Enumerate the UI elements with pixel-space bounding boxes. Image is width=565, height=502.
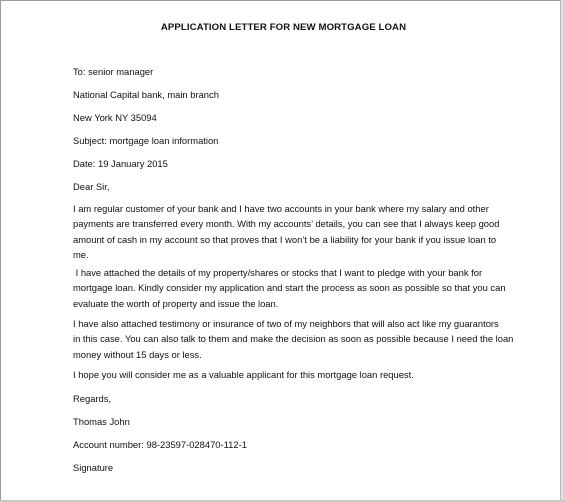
account-number: Account number: 98-23597-028470-112-1 <box>73 439 247 450</box>
recipient-line: To: senior manager <box>73 66 154 77</box>
paragraph-4: I hope you will consider me as a valuable applicant for this mortgage loan request. <box>73 369 414 380</box>
paragraph-3-line: money without 15 days or less. <box>73 348 202 360</box>
paragraph-1 <box>73 201 503 263</box>
paragraph-2-line: I have attached the details of my property/shares or stocks that I want to pledge with your bank for <box>73 267 483 278</box>
paragraph-3-line: in this case. You can also talk to them and make the decision as soon as possible because I need the loan <box>73 333 514 345</box>
sender-name: Thomas John <box>73 416 130 427</box>
date-line: Date: 19 January 2015 <box>73 158 168 169</box>
paragraph-2-line: evaluate the worth of property and issue the loan. <box>73 297 279 309</box>
subject-line: Subject: mortgage loan information <box>73 135 219 146</box>
paragraph-1-line: me. <box>73 249 89 261</box>
paragraph-2 <box>73 265 506 311</box>
signature-line: Signature <box>73 462 114 473</box>
paragraph-1-line: payments are transferred every month. With my accounts’ details, you can see that I always keep good <box>73 218 500 230</box>
paragraph-1-line: I am regular customer of your bank and I have two accounts in your bank where my salary and other <box>73 203 489 214</box>
address-line: New York NY 35094 <box>73 112 157 123</box>
closing-line: Regards, <box>73 393 112 404</box>
salutation: Dear Sir, <box>73 181 110 192</box>
paragraph-2-line: mortgage loan. Kindly consider my application and start the process as soon as possible so that you can <box>73 282 506 294</box>
document-title: APPLICATION LETTER FOR NEW MORTGAGE LOAN <box>160 22 407 33</box>
paragraph-1-line: amount of cash in my account so that proves that I won’t be a liability for your bank if you issue loan to <box>73 233 497 245</box>
paragraph-3-line: I have also attached testimony or insurance of two of my neighbors that will also act like my guarantors <box>73 318 499 329</box>
bank-line: National Capital bank, main branch <box>73 89 219 100</box>
page-edge-shadow <box>560 0 565 502</box>
paragraph-3 <box>73 316 514 362</box>
